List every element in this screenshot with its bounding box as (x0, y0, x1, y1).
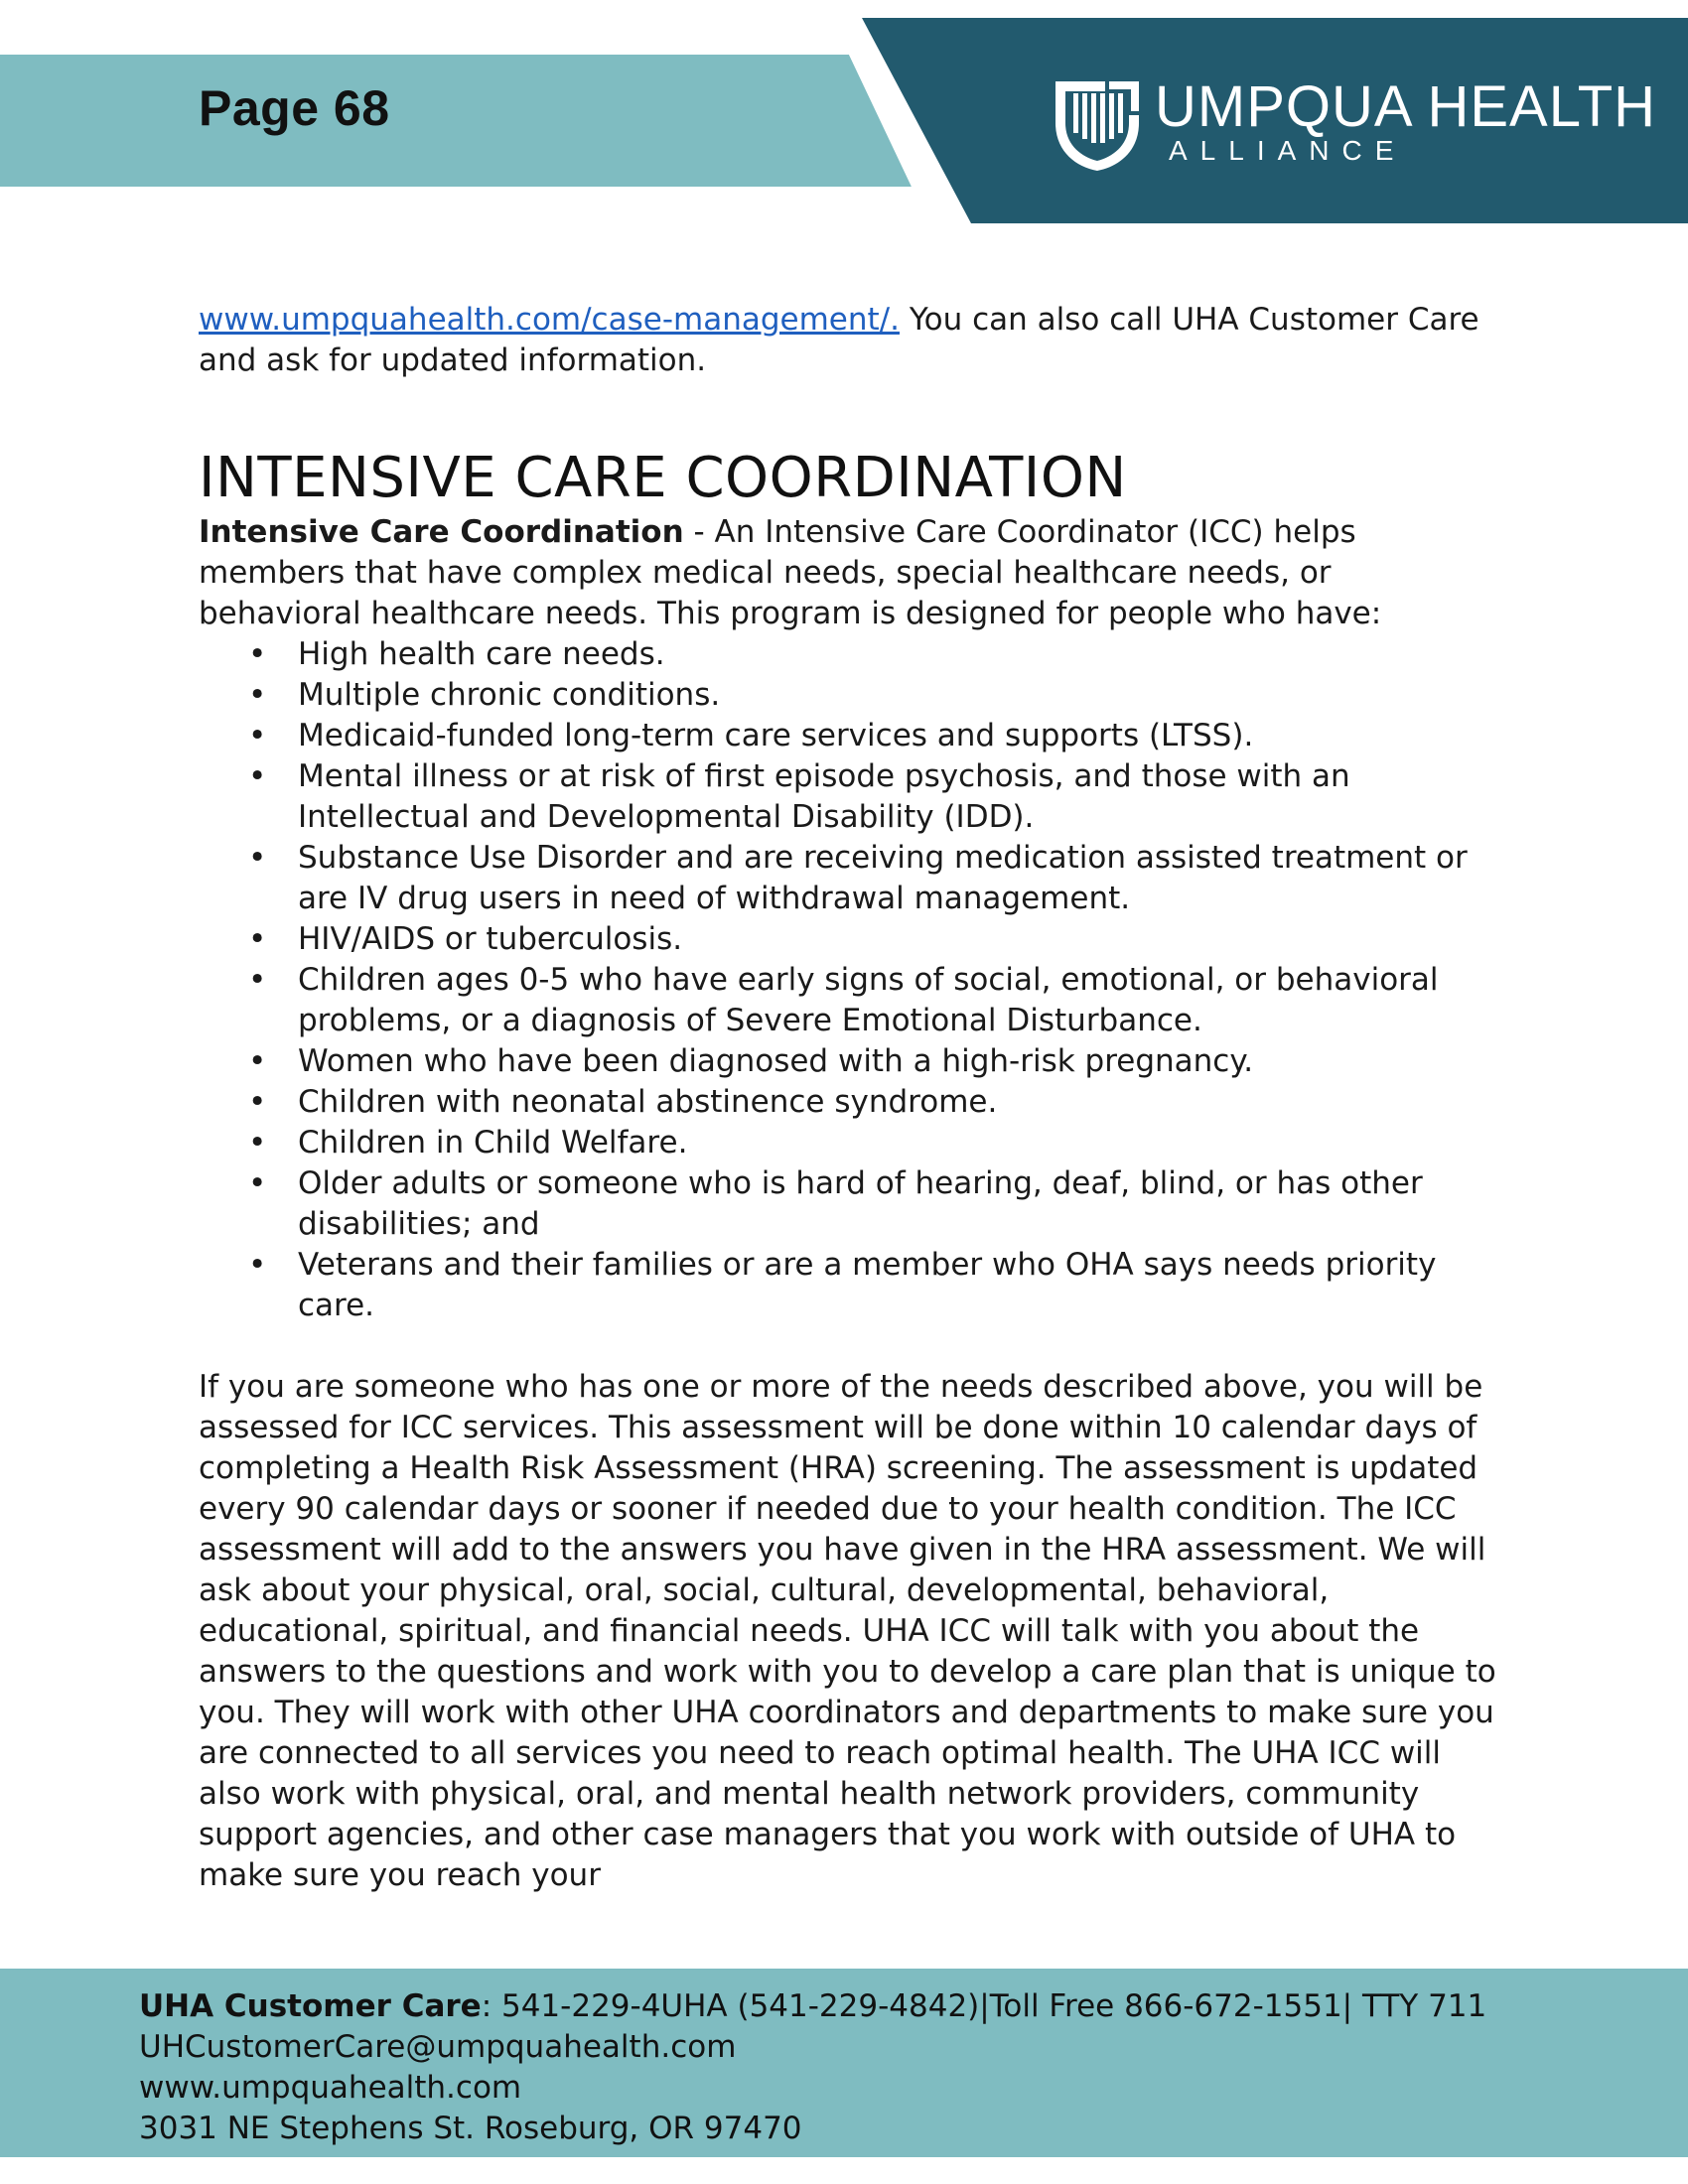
bullet-icon: • (248, 758, 267, 794)
section-heading: INTENSIVE CARE COORDINATION (199, 446, 1127, 510)
list-item (199, 634, 1499, 675)
logo-subtitle: ALLIANCE (1169, 135, 1407, 166)
list-item (199, 1041, 1499, 1082)
logo-wordmark: UMPQUA HEALTH (1155, 74, 1657, 139)
case-management-link[interactable]: www.umpquahealth.com/case-management/. (199, 302, 900, 338)
header-light-band (0, 55, 912, 187)
footer-website[interactable]: www.umpquahealth.com (139, 2070, 522, 2106)
list-item-text: Women who have been diagnosed with a high-risk pregnancy. (298, 1043, 1254, 1079)
list-item (199, 1163, 1499, 1245)
list-item-text: High health care needs. (298, 636, 665, 672)
uha-shield-logo-icon (1048, 71, 1147, 171)
list-item (199, 716, 1499, 756)
list-item-text: Substance Use Disorder and are receiving medication assisted treatment or are IV drug users in need of withdrawal management. (298, 840, 1468, 916)
lead-bold-term: Intensive Care Coordination (199, 514, 684, 550)
footer-phone-line (139, 1986, 1486, 2027)
bullet-icon: • (248, 921, 267, 957)
footer-phone-numbers: : 541-229-4UHA (541-229-4842)|Toll Free 866-672-1551| TTY 711 (481, 1988, 1487, 2024)
list-item (199, 675, 1499, 716)
list-item-text: Children ages 0-5 who have early signs of social, emotional, or behavioral problems, or a diagnosis of Severe Emotional Disturbance. (298, 962, 1439, 1038)
footer-email[interactable]: UHCustomerCare@umpquahealth.com (139, 2029, 737, 2065)
list-item (199, 960, 1499, 1041)
bullet-icon: • (248, 677, 267, 713)
bullet-icon: • (248, 1247, 267, 1283)
uha-logo (1048, 71, 1657, 171)
list-item (199, 919, 1499, 960)
bullet-icon: • (248, 636, 267, 672)
list-item (199, 1245, 1499, 1326)
list-item-text: Multiple chronic conditions. (298, 677, 721, 713)
list-item-text: Veterans and their families or are a member who OHA says needs priority care. (298, 1247, 1437, 1323)
bullet-icon: • (248, 1165, 267, 1201)
lead-paragraph (199, 512, 1499, 634)
list-item-text: Children with neonatal abstinence syndrome. (298, 1084, 998, 1120)
page-number-label: Page 68 (199, 80, 390, 136)
list-item (199, 1123, 1499, 1163)
footer-contact-block (139, 1986, 1486, 2149)
bullet-icon: • (248, 1043, 267, 1079)
page-footer (0, 1969, 1688, 2157)
lead-text: - An Intensive Care Coordinator (ICC) helps members that have complex medical needs, special healthcare needs, or behavioral healthcare needs. This program is designed for people who have: (199, 514, 1382, 631)
list-item (199, 756, 1499, 838)
bullet-icon: • (248, 1125, 267, 1160)
list-item-text: Children in Child Welfare. (298, 1125, 688, 1160)
intro-paragraph (199, 300, 1499, 381)
list-item-text: Older adults or someone who is hard of hearing, deaf, blind, or has other disabilities; and (298, 1165, 1423, 1242)
list-item (199, 1082, 1499, 1123)
list-item-text: Medicaid-funded long-term care services and supports (LTSS). (298, 718, 1254, 753)
bullet-icon: • (248, 962, 267, 998)
eligibility-list (199, 634, 1499, 1326)
footer-address: 3031 NE Stephens St. Roseburg, OR 97470 (139, 2111, 802, 2146)
bullet-icon: • (248, 1084, 267, 1120)
list-item (199, 838, 1499, 919)
bullet-icon: • (248, 718, 267, 753)
intro-text: You can also call UHA Customer Care and ask for updated information. (199, 302, 1479, 378)
footer-care-label: UHA Customer Care (139, 1988, 482, 2024)
page-header (0, 0, 1688, 228)
page-content (199, 300, 1499, 1896)
list-item-text: Mental illness or at risk of first episode psychosis, and those with an Intellectual and Developmental Disability (IDD). (298, 758, 1350, 835)
assessment-paragraph: If you are someone who has one or more of the needs described above, you will be assessed for ICC services. This assessment will be done within 10 calendar days of completing a Health Risk Assessment (HRA) screening. The assessment is updated every 90 calendar days or sooner if needed due to your health condition. The ICC assessment will add to the answers you have given in the HRA assessment. We will ask about your physical, oral, social, cultural, developmental, behavioral, educational, spiritual, and financial needs. UHA ICC will talk with you about the answers to the questions and work with you to develop a care plan that is unique to you. They will work with other UHA coordinators and departments to make sure you are connected to all services you need to reach optimal health. The UHA ICC will also work with physical, oral, and mental health network providers, community support agencies, and other case managers that you work with outside of UHA to make sure you reach your (199, 1369, 1496, 1893)
bullet-icon: • (248, 840, 267, 876)
list-item-text: HIV/AIDS or tuberculosis. (298, 921, 683, 957)
